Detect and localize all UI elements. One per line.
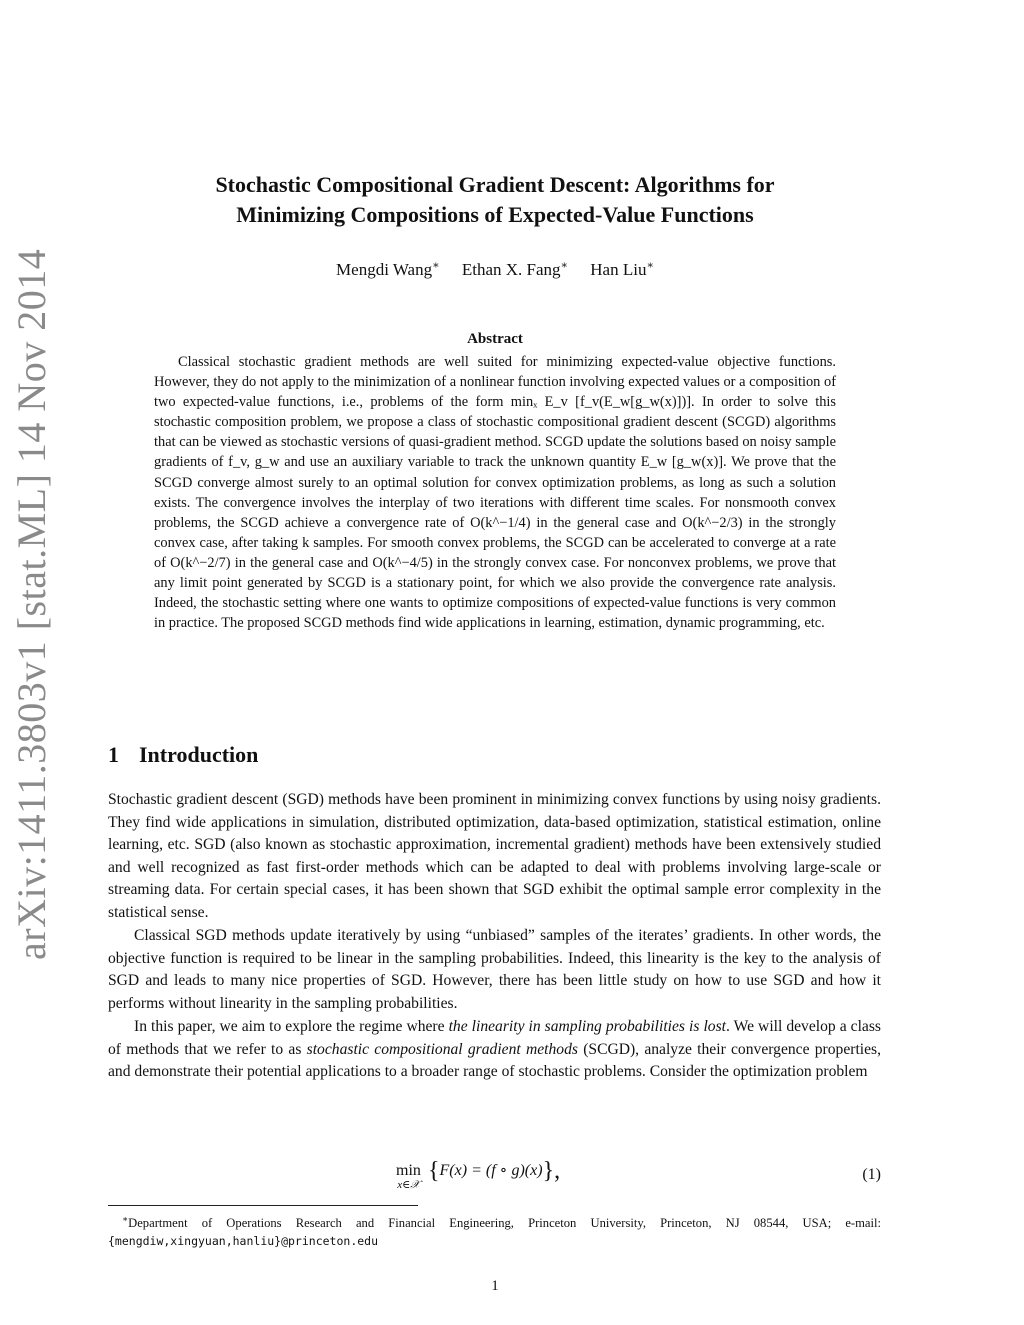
paragraph <box>108 1016 881 1084</box>
footnote-rule <box>108 1205 418 1206</box>
section-number: 1 <box>108 742 119 767</box>
title-line-2: Minimizing Compositions of Expected-Value Functions <box>236 202 754 227</box>
text-run: (SCGD), analyze their convergence properties, and demonstrate their potential applications to a broader range of stochastic problems. Consider the optimization problem <box>108 1040 881 1080</box>
author-list <box>100 258 890 280</box>
equation-1 <box>108 1158 881 1202</box>
open-brace: { <box>428 1158 440 1184</box>
footnote <box>108 1210 881 1250</box>
equation-body <box>428 1158 560 1185</box>
section-heading <box>108 742 258 768</box>
footnote-text <box>108 1210 881 1250</box>
author <box>336 260 440 279</box>
author <box>590 260 654 279</box>
abstract <box>154 352 836 633</box>
text-run: . We will develop a class of methods that we refer to as <box>108 1018 881 1058</box>
footnote-body: Department of Operations Research and Financial Engineering, Princeton University, Princeton, NJ 08544, USA; e-mail: <box>128 1216 881 1231</box>
equation-number: (1) <box>862 1166 881 1183</box>
emphasis: stochastic compositional gradient methods <box>306 1040 578 1058</box>
author-mark: ∗ <box>560 259 569 271</box>
section-title: Introduction <box>139 742 259 767</box>
author-mark: ∗ <box>432 259 440 271</box>
author-name: Ethan X. Fang <box>461 259 561 279</box>
text-run: In this paper, we aim to explore the regime where <box>134 1018 449 1035</box>
author-name: Mengdi Wang <box>336 259 433 279</box>
min-subscript: x∈𝒳 <box>397 1179 420 1191</box>
min-label: min <box>396 1162 421 1179</box>
footnote-email: {mengdiw,xingyuan,hanliu}@princeton.edu <box>108 1234 379 1249</box>
min-operator <box>396 1164 421 1192</box>
abstract-text: Classical stochastic gradient methods are well suited for minimizing expected-value objective functions. However, they do not apply to the minimization of a nonlinear function involving expected values or a composition of two expected-value functions, i.e., problems of the form minₓ E_v [f_v(E_w[g_w(x)])]. In order to solve this stochastic composition problem, we propose a class of stochastic compositional gradient descent (SCGD) algorithms that can be viewed as stochastic versions of quasi-gradient method. SCGD update the solutions based on noisy sample gradients of f_v, g_w and use an auxiliary variable to track the unknown quantity E_w [g_w(x)]. We prove that the SCGD converge almost surely to an optimal solution for convex optimization problems, as long as such a solution exists. The convergence involves the interplay of two iterations with different time scales. For nonsmooth convex problems, the SCGD achieve a convergence rate of O(k^−1/4) in the general case and O(k^−2/3) in the strongly convex case, after taking k samples. For smooth convex problems, the SCGD can be accelerated to converge at a rate of O(k^−2/7) in the general case and O(k^−4/5) in the strongly convex case. For nonconvex problems, we prove that any limit point generated by SCGD is a stationary point, for which we also provide the convergence rate analysis. Indeed, the stochastic setting where one wants to optimize compositions of expected-value functions is very common in practice. The proposed SCGD methods find wide applications in learning, estimation, dynamic programming, etc. <box>154 354 836 632</box>
paragraph: Classical SGD methods update iteratively by using “unbiased” samples of the iterates’ gradients. In other words, the objective function is required to be linear in the sampling probabilities. Indeed, this linearity is the key to the analysis of SGD and leads to many nice properties of SGD. However, there has been little study on how to use SGD and how it performs without linearity in the sampling probabilities. <box>108 927 881 1012</box>
paragraph: Stochastic gradient descent (SGD) methods have been prominent in minimizing convex functions by using noisy gradients. They find wide applications in simulation, distributed optimization, data-based optimization, statistical estimation, online learning, etc. SGD (also known as stochastic approximation, incremental gradient) methods have been extensively studied and well recognized as fast first-order methods which can be adapted to deal with problems involving large-scale or streaming data. For certain special cases, it has been shown that SGD exhibit the optimal sample error complexity in the statistical sense. <box>108 791 881 921</box>
footnote-mark: ∗ <box>122 1214 129 1224</box>
emphasis: the linearity in sampling probabilities is lost <box>448 1018 726 1035</box>
title-line-1: Stochastic Compositional Gradient Descent: Algorithms for <box>215 172 775 197</box>
author-name: Han Liu <box>590 259 647 279</box>
paper-title <box>100 170 890 230</box>
equation-expression: F(x) = (f ∘ g)(x) <box>439 1162 543 1179</box>
close-brace: }, <box>542 1158 561 1184</box>
arxiv-stamp: arXiv:1411.3803v1 [stat.ML] 14 Nov 2014 <box>9 248 54 960</box>
author-mark: ∗ <box>646 259 654 271</box>
abstract-heading: Abstract <box>467 331 523 347</box>
page-number: 1 <box>491 1278 499 1294</box>
author <box>462 260 568 279</box>
body-text <box>108 789 881 1085</box>
